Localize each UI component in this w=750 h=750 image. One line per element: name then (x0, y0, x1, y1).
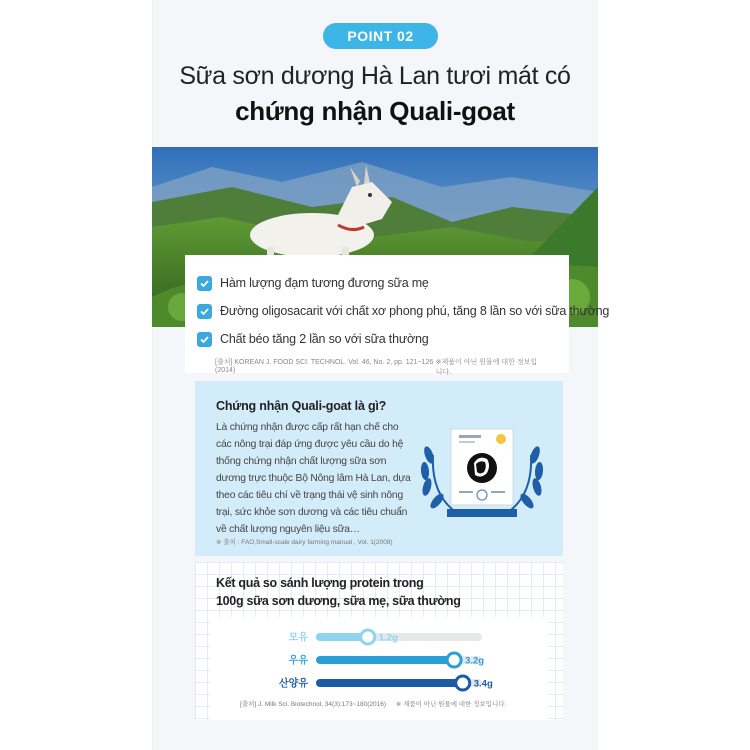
chart-category-label: 산양유 (279, 678, 308, 690)
quali-goat-info-box (195, 381, 563, 556)
info-body: Là chứng nhận được cấp rất hạn chế cho các nông trại đáp ứng được yêu cầu do hệ thống chứng nhận chất lượng sữa sơn dương trực thuộc Bộ Nông lâm Hà Lan, dựa theo các tiêu chí về trạng thái vệ sinh nông trại, sức khỏe sơn dương và các tiêu chuẩn về chất lượng nguyên liệu sữa… (216, 422, 411, 535)
comparison-disclaimer: ※ 제품이 아닌 원물에 대한 정보입니다. (395, 701, 507, 708)
list-item (197, 297, 610, 325)
info-title: Chứng nhận Quali-goat là gì? (216, 399, 387, 413)
chart-value-label: 1.2g (378, 632, 398, 644)
chart-bar-knob (361, 630, 375, 644)
benefit-source: [출처] KOREAN J. FOOD SCI. TECHNOL. Vol. 46, No. 2, pp. 121~126 (2014) (215, 359, 434, 374)
chart-value-label: 3.4g (473, 678, 493, 690)
headline-line-2: chứng nhận Quali-goat (235, 96, 515, 126)
comparison-source-row (240, 699, 506, 708)
comparison-title (216, 574, 461, 610)
chart-bar (316, 656, 454, 664)
benefit-disclaimer: ※제품이 아닌 원물에 대한 정보입니다. (435, 359, 538, 376)
comparison-title-line-2: 100g sữa sơn dương, sữa mẹ, sữa thường (216, 594, 461, 608)
comparison-title-line-1: Kết quả so sánh lượng protein trong (216, 576, 424, 590)
checkbox-checked-icon (197, 276, 212, 291)
chart-bar-knob (447, 653, 461, 667)
chart-category-label: 우유 (288, 655, 308, 667)
protein-bar-chart (210, 617, 548, 697)
benefit-checklist (185, 255, 610, 376)
chart-category-label: 모유 (288, 632, 308, 644)
info-source: ※ 출처 : FAO,Small-scale dairy farming manual , Vol. 1(2008) (216, 539, 393, 546)
chart-bar (316, 679, 463, 687)
benefit-text: Đường oligosacarit với chất xơ phong phú, tăng 8 lần so với sữa thường (220, 304, 610, 318)
point-badge: POINT 02 (323, 23, 438, 49)
chart-value-label: 3.2g (465, 655, 485, 667)
protein-comparison-section (195, 562, 563, 720)
checkbox-checked-icon (197, 332, 212, 347)
headline-line-1: Sữa sơn dương Hà Lan tươi mát có (179, 62, 571, 90)
benefit-source-row (197, 357, 559, 377)
benefit-text: Chất béo tăng 2 lần so với sữa thường (220, 332, 429, 346)
checkbox-checked-icon (197, 304, 212, 319)
chart-bar-knob (456, 676, 470, 690)
list-item (197, 325, 559, 353)
comparison-source: [출처] J. Milk Sci. Biotechnol, 34(3):173~180(2016) (240, 701, 387, 708)
certificate-with-laurel-icon (417, 425, 547, 530)
list-item (197, 269, 559, 297)
benefit-text: Hàm lượng đạm tương đương sữa mẹ (220, 276, 429, 290)
